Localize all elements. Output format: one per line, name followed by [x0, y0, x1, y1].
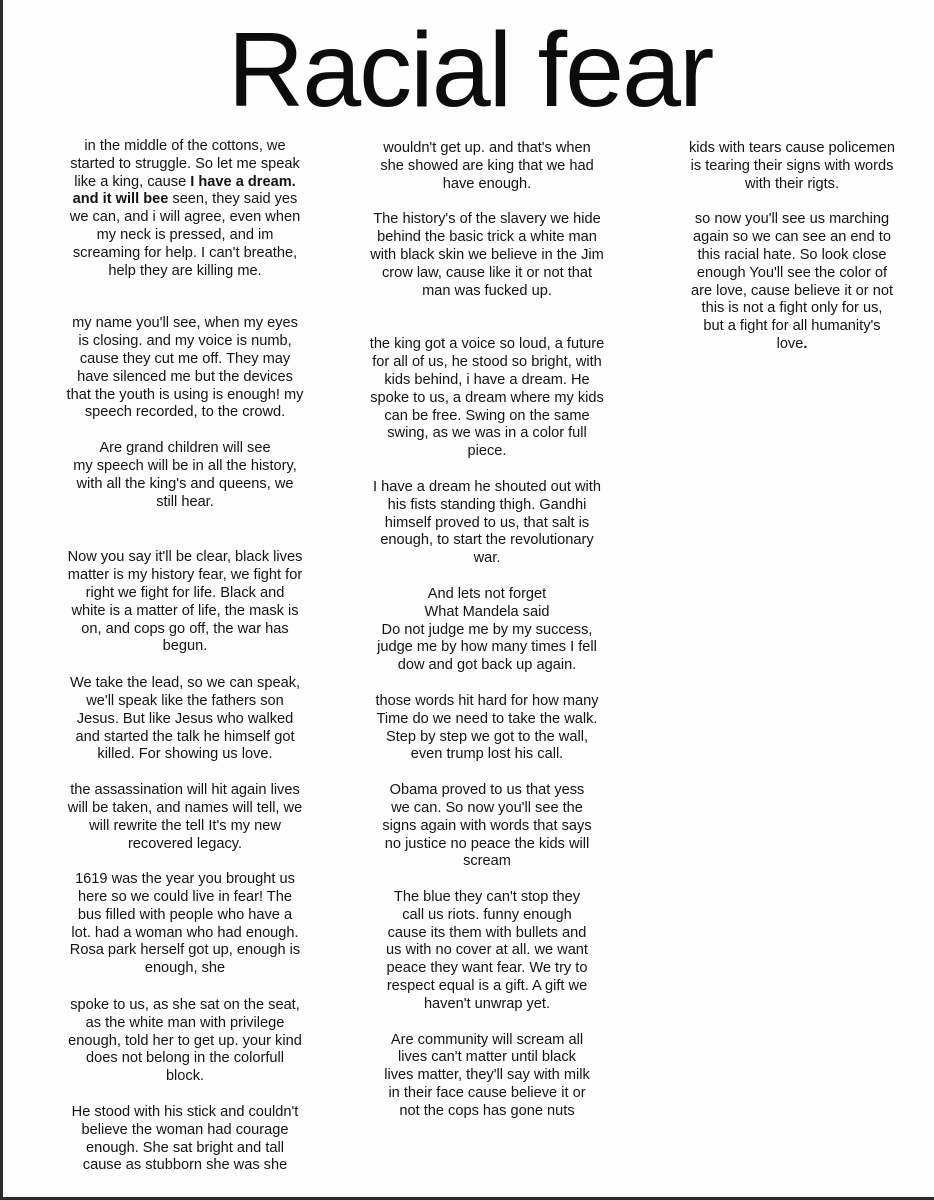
poem-paragraph: Now you say it'll be clear, black lives matter is my history fear, we fight for right we fight for life. Black and white is a matter of life, the mask is on, and cops go off, the war has begun.: [67, 549, 303, 655]
poem-paragraph: kids with tears cause policemen is tearing their signs with words with their rigts.: [688, 140, 896, 192]
poem-paragraph: the king got a voice so loud, a future for all of us, he stood so bright, with kids behind, i have a dream. He spoke to us, a dream where my kids can be free. Swing on the same swing, as we was in a color full piece.: [369, 336, 605, 460]
poem-paragraph: spoke to us, as she sat on the seat, as the white man with privilege enough, told her to get up. your kind does not belong in the colorfull block.: [68, 997, 302, 1085]
poem-paragraph: The history's of the slavery we hide behind the basic trick a white man with black skin we believe in the Jim crow law, cause like it or not that man was fucked up.: [370, 211, 604, 299]
poem-paragraph: We take the lead, so we can speak, we'll speak like the fathers son Jesus. But like Jesus who walked and started the talk he himself got killed. For showing us love.: [69, 675, 301, 763]
page-title: Racial fear: [227, 11, 713, 129]
poem-paragraph: 1619 was the year you brought us here so we could live in fear! The bus filled with people who have a lot. had a woman who had enough. Rosa park herself got up, enough is enough, she: [69, 871, 301, 977]
poem-paragraph: The blue they can't stop they call us riots. funny enough cause its them with bullets and us with no cover at all. we want peace they want fear. We try to respect equal is a gift. A gift we haven't unwrap yet.: [386, 889, 588, 1012]
poem-paragraph: [649, 211, 934, 353]
emphasis-text: .: [803, 335, 808, 352]
poem-paragraph: my name you'll see, when my eyes is closing. and my voice is numb, cause they cut me off. They may have silenced me but the devices that the youth is using is enough! my speech recorded, to the crowd.: [66, 315, 304, 421]
paragraph-text: in the middle of the cottons, we started to struggle. So let me speak like a king, cause: [70, 138, 300, 190]
poem-paragraph: the assassination will hit again lives will be taken, and names will tell, we will rewrite the tell It's my new recovered legacy.: [67, 782, 303, 852]
poem-column-right: [649, 140, 934, 354]
poem-column-middle: [339, 140, 635, 1121]
paragraph-text: seen, they said yes we can, and i will agree, even when my neck is pressed, and im screaming for help. I can't breathe, help they are killing me.: [69, 191, 301, 279]
poem-paragraph: those words hit hard for how many Time do we need to take the walk. Step by step we got to the wall, even trump lost his call.: [375, 692, 599, 763]
poem-paragraph: Are community will scream all lives can't matter until black lives matter, they'll say with milk in their face cause believe it or not the cops has gone nuts: [384, 1031, 590, 1119]
poem-paragraph: I have a dream he shouted out with his fists standing thigh. Gandhi himself proved to us, that salt is enough, to start the revolutionary war.: [373, 478, 601, 567]
poem-paragraph: wouldn't get up. and that's when she showed are king that we had have enough.: [380, 140, 594, 192]
poem-paragraph: He stood with his stick and couldn't believe the woman had courage enough. She sat bright and tall cause as stubborn she was she: [71, 1104, 299, 1174]
poem-paragraph: [37, 138, 333, 280]
paragraph-text: so now you'll see us marching again so we can see an end to this racial hate. So look close enough You'll see the color of are love, cause believe it or not this is not a fight only for us, but a fight for all humanity's love: [691, 211, 893, 352]
poem-paragraph: And lets not forget What Mandela said Do not judge me by my success, judge me by how many times I fell dow and got back up again.: [377, 585, 597, 674]
poem-paragraph: Are grand children will see my speech will be in all the history, with all the king's and queens, we still hear.: [73, 440, 297, 510]
poem-column-left: [37, 138, 333, 1175]
emphasis-text: I have a dream. and it will bee: [72, 173, 296, 208]
poem-paragraph: Obama proved to us that yess we can. So now you'll see the signs again with words that says no justice no peace the kids will scream: [382, 782, 592, 870]
